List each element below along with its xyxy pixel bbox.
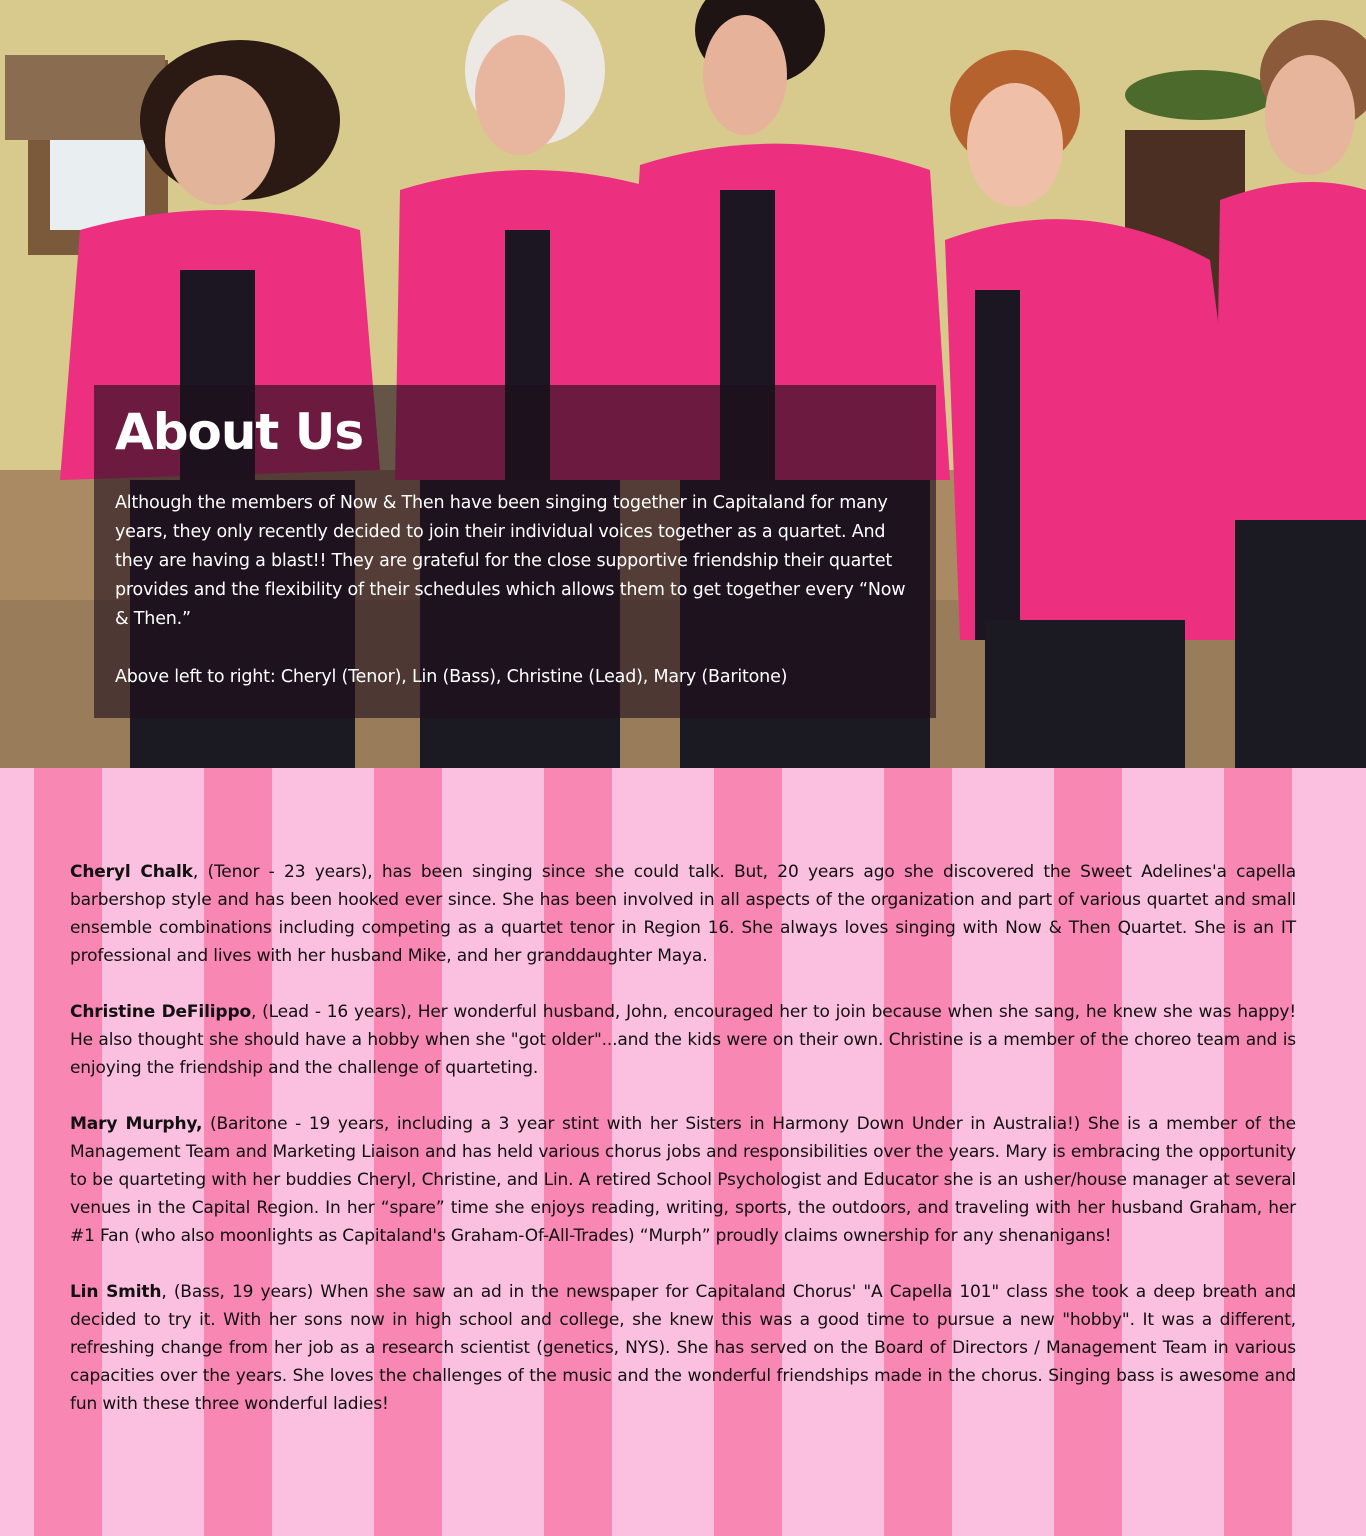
bio-text: , (Lead - 16 years), Her wonderful husband, John, encouraged her to join because when she sang, he knew she was happy! He also thought she should have a hobby when she "got older"...and the kids were on their own. Christine is a member of the choreo team and is enjoying the friendship and the challenge of quarteting. [70, 1002, 1296, 1078]
photo-caption: Above left to right: Cheryl (Tenor), Lin (Bass), Christine (Lead), Mary (Baritone) [115, 667, 788, 687]
about-overlay [94, 385, 936, 718]
bio-name: Lin Smith [70, 1282, 162, 1302]
bios-section [0, 768, 1366, 1536]
bio-christine [70, 998, 1296, 1082]
bio-name: Christine DeFilippo [70, 1002, 251, 1022]
page-title: About Us [115, 403, 364, 461]
bio-text: , (Bass, 19 years) When she saw an ad in the newspaper for Capitaland Chorus' "A Capella 101" class she took a deep breath and decided to try it. With her sons now in high school and college, she knew this was a good time to pursue a new "hobby". It was a different, refreshing change from her job as a research scientist (genetics, NYS). She has served on the Board of Directors / Management Team in various capacities over the years. She loves the challenges of the music and the wonderful friendships made in the chorus. Singing bass is awesome and fun with these three wonderful ladies! [70, 1282, 1296, 1414]
bio-text: , (Tenor - 23 years), has been singing since she could talk. But, 20 years ago she discovered the Sweet Adelines'a capella barbershop style and has been hooked ever since. She has been involved in all aspects of the organization and part of various quartet and small ensemble combinations including competing as a quartet tenor in Region 16. She always loves singing with Now & Then Quartet. She is an IT professional and lives with her husband Mike, and her granddaughter Maya. [70, 862, 1296, 966]
bio-name: Mary Murphy, [70, 1114, 203, 1134]
bio-cheryl [70, 858, 1296, 970]
bio-mary [70, 1110, 1296, 1250]
intro-paragraph: Although the members of Now & Then have been singing together in Capitaland for many years, they only recently decided to join their individual voices together as a quartet. And they are having a blast!! They are grateful for the close supportive friendship their quartet provides and the flexibility of their schedules which allows them to get together every “Now & Then.” [115, 493, 906, 629]
bio-lin [70, 1278, 1296, 1418]
bio-name: Cheryl Chalk [70, 862, 193, 882]
bio-text: (Baritone - 19 years, including a 3 year stint with her Sisters in Harmony Down Under in Australia!) She is a member of the Management Team and Marketing Liaison and has held various chorus jobs and responsibilities over the years. Mary is embracing the opportunity to be quarteting with her buddies Cheryl, Christine, and Lin. A retired School Psychologist and Educator she is an usher/house manager at several venues in the Capital Region. In her “spare” time she enjoys reading, writing, sports, the outdoors, and traveling with her husband Graham, her #1 Fan (who also moonlights as Capitaland's Graham-Of-All-Trades) “Murph” proudly claims ownership for any shenanigans! [70, 1114, 1296, 1246]
